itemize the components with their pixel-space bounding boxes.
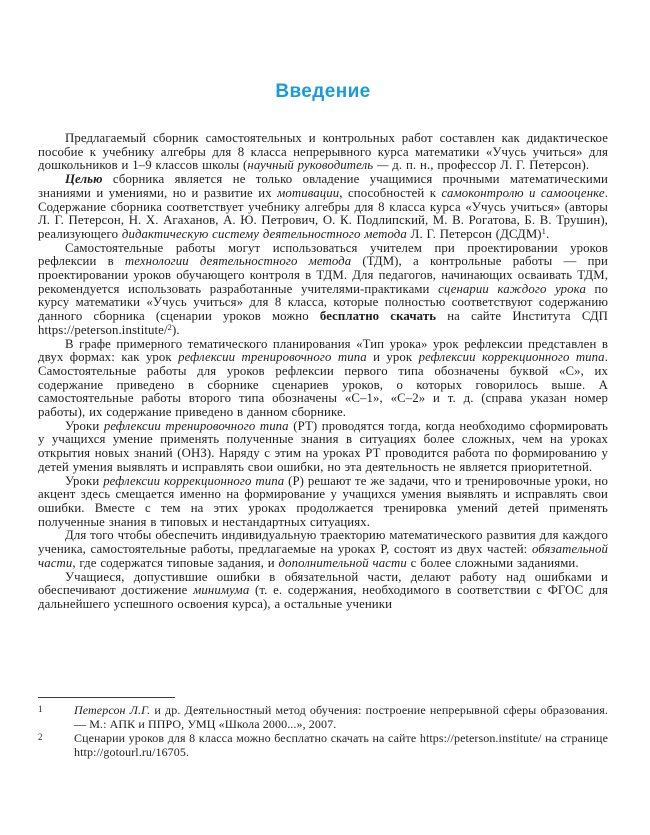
footnote-divider bbox=[38, 697, 175, 698]
footnote-marker: 1 bbox=[38, 704, 43, 714]
paragraph: В графе примерного тематического планирования «Тип урока» урок рефлексии представлен в двух формах: как урок рефлексии тренировочного типа и урок рефлексии коррекционного типа. Самостоятельные работы для уроков рефлексии первого типа обозначены буквой «С», их содержание приведено в сборнике сценариев уроков, о которых говорилось выше. А самостоятельные работы второго типа обозначены «С–1», «С–2» и т. д. (справа указан номер работы), их содержание приведено в данном сборнике. bbox=[38, 336, 608, 420]
paragraph: Для того чтобы обеспечить индивидуальную траекторию математического развития для каждого ученика, самостоятельные работы, предлагаемые на уроках Р, состоят из двух частей: обязательной части, где содержатся типовые задания, и дополнительной части с более сложными заданиями. bbox=[38, 528, 608, 570]
footnote-text: Сценарии уроков для 8 класса можно бесплатно скачать на сайте https://peterson.institute/ на странице http://gotourl.ru/16705. bbox=[74, 730, 608, 759]
footnote bbox=[38, 704, 608, 732]
page-title: Введение bbox=[275, 81, 371, 102]
paragraph: Учащиеся, допустившие ошибки в обязательной части, делают работу над ошибками и обеспечивают достижение минимума (т. е. содержания, необходимого в соответствии с ФГОС для дальнейшего успешного освоения курса), а остальные ученики bbox=[38, 569, 608, 611]
paragraph: Предлагаемый сборник самостоятельных и контрольных работ составлен как дидактическое пособие к учебнику алгебры для 8 класса непрерывного курса математики «Учусь учиться» для дошкольников и 1–9 классов школы (научный руководитель — д. п. н., профессор Л. Г. Петерсон). bbox=[38, 131, 608, 173]
footnotes-section bbox=[38, 697, 608, 760]
paragraph: Целью сборника является не только овладение учащимися прочными математическими знаниями и умениями, но и развитие их мотивации, способностей к самоконтролю и самооценке. Содержание сборника соответствует учебнику алгебры для 8 класса курса «Учусь учиться» (авторы Л. Г. Петерсон, Н. Х. Агаханов, А. Ю. Петрович, О. К. Подлипский, М. В. Рогатова, Б. В. Трушин), реализующего дидактическую систему деятельностного метода Л. Г. Петерсон (ДСДМ)$^1$. bbox=[38, 172, 608, 241]
paragraph: Самостоятельные работы могут использоваться учителем при проектировании уроков рефлексии в технологии деятельностного метода (ТДМ), а контрольные работы — при проектировании уроков обучающего контроля в ТДМ. Для педагогов, начинающих осваивать ТДМ, рекомендуется использовать разработанные учителями-практиками сценарии каждого урока по курсу математики «Учусь учиться» для 8 класса, которые полностью соответствуют содержанию данного сборника (сценарии уроков можно бесплатно скачать на сайте Института СДП https://peterson.institute/$^2$). bbox=[38, 240, 609, 337]
paragraph: Уроки рефлексии коррекционного типа (Р) решают те же задачи, что и тренировочные уроки, но акцент здесь смещается именно на формирование у учащихся умения выявлять и исправлять свои ошибки. Вместе с тем на этих уроках продолжается тренировка умений детей применять полученные знания в типовых и нестандартных ситуациях. bbox=[38, 473, 609, 529]
footnote-marker: 2 bbox=[38, 731, 43, 742]
paragraph: Уроки рефлексии тренировочного типа (РТ) проводятся тогда, когда необходимо сформировать у учащихся умение применять полученные знания в ситуациях более сложных, чем на уроках открытия новых знаний (ОНЗ). Наряду с этим на уроках РТ проводится работа по формированию у детей умения выявлять и исправлять свои ошибки, но эта деятельность не является приоритетной. bbox=[38, 418, 608, 474]
introduction-body bbox=[38, 132, 608, 612]
footnote bbox=[38, 732, 608, 760]
footnote-text: Петерсон Л.Г. и др. Деятельностный метод обучения: построение непрерывной сферы образования. — М.: АПК и ППРО, УМЦ «Школа 2000...», 2007. bbox=[74, 703, 608, 731]
